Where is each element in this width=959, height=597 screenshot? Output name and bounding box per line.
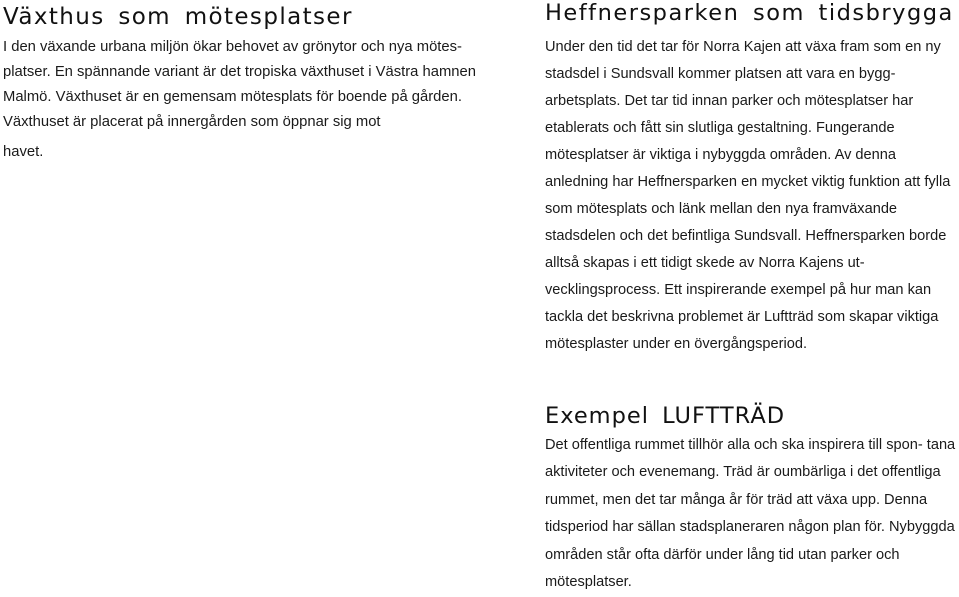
section-paragraph (3, 35, 503, 165)
paragraph-text: I den växande urbana miljön ökar behovet av grönytor och nya mötes- platser. En spännande variant är det tropiska växthuset i Västra hamnen Malmö. Växthuset är en gemensam mötesplats för boende på gården. Växthuset är placerat på innergården som öppnar sig mot (3, 39, 476, 130)
section-heffnersparken (545, 2, 959, 358)
section-heading: Växthus som mötesplatser (3, 4, 353, 30)
section-heading: Exempel LUFTTRÄD (545, 403, 786, 429)
section-heading: Heffnersparken som tidsbrygga (545, 0, 954, 26)
paragraph-last-line: havet. (3, 144, 44, 160)
section-paragraph: Under den tid det tar för Norra Kajen att växa fram som en ny stadsdel i Sundsvall kommer platsen att vara en bygg- arbetsplats. Det tar tid innan parker och mötesplatser har etablerats och fått sin slutliga gestaltning. Fungerande mötesplatser är viktiga i nybyggda områden. Av denna anledning har Heffnersparken en mycket viktig funktion att fylla som mötesplats och länk mellan den nya framväxande stadsdelen och det befintliga Sundsvall. Heffnersparken borde alltså skapas i ett tidigt skede av Norra Kajens ut- vecklingsprocess. Ett inspirerande exempel på hur man kan tackla det beskrivna problemet är Luftträd som skapar viktiga mötesplaster under en övergångsperiod. (545, 38, 951, 352)
section-vaxthus (3, 6, 503, 165)
section-paragraph: Det offentliga rummet tillhör alla och ska inspirera till spon- tana aktiviteter och evenemang. Träd är oumbärliga i det offentliga rummet, men det tar många år för träd att växa upp. Denna tidsperiod har sällan stadsplaneraren någon plan för. Nybyggda områden står ofta därför under lång tid utan parker och mötesplatser. (545, 436, 956, 590)
section-lufttrad (545, 405, 959, 597)
